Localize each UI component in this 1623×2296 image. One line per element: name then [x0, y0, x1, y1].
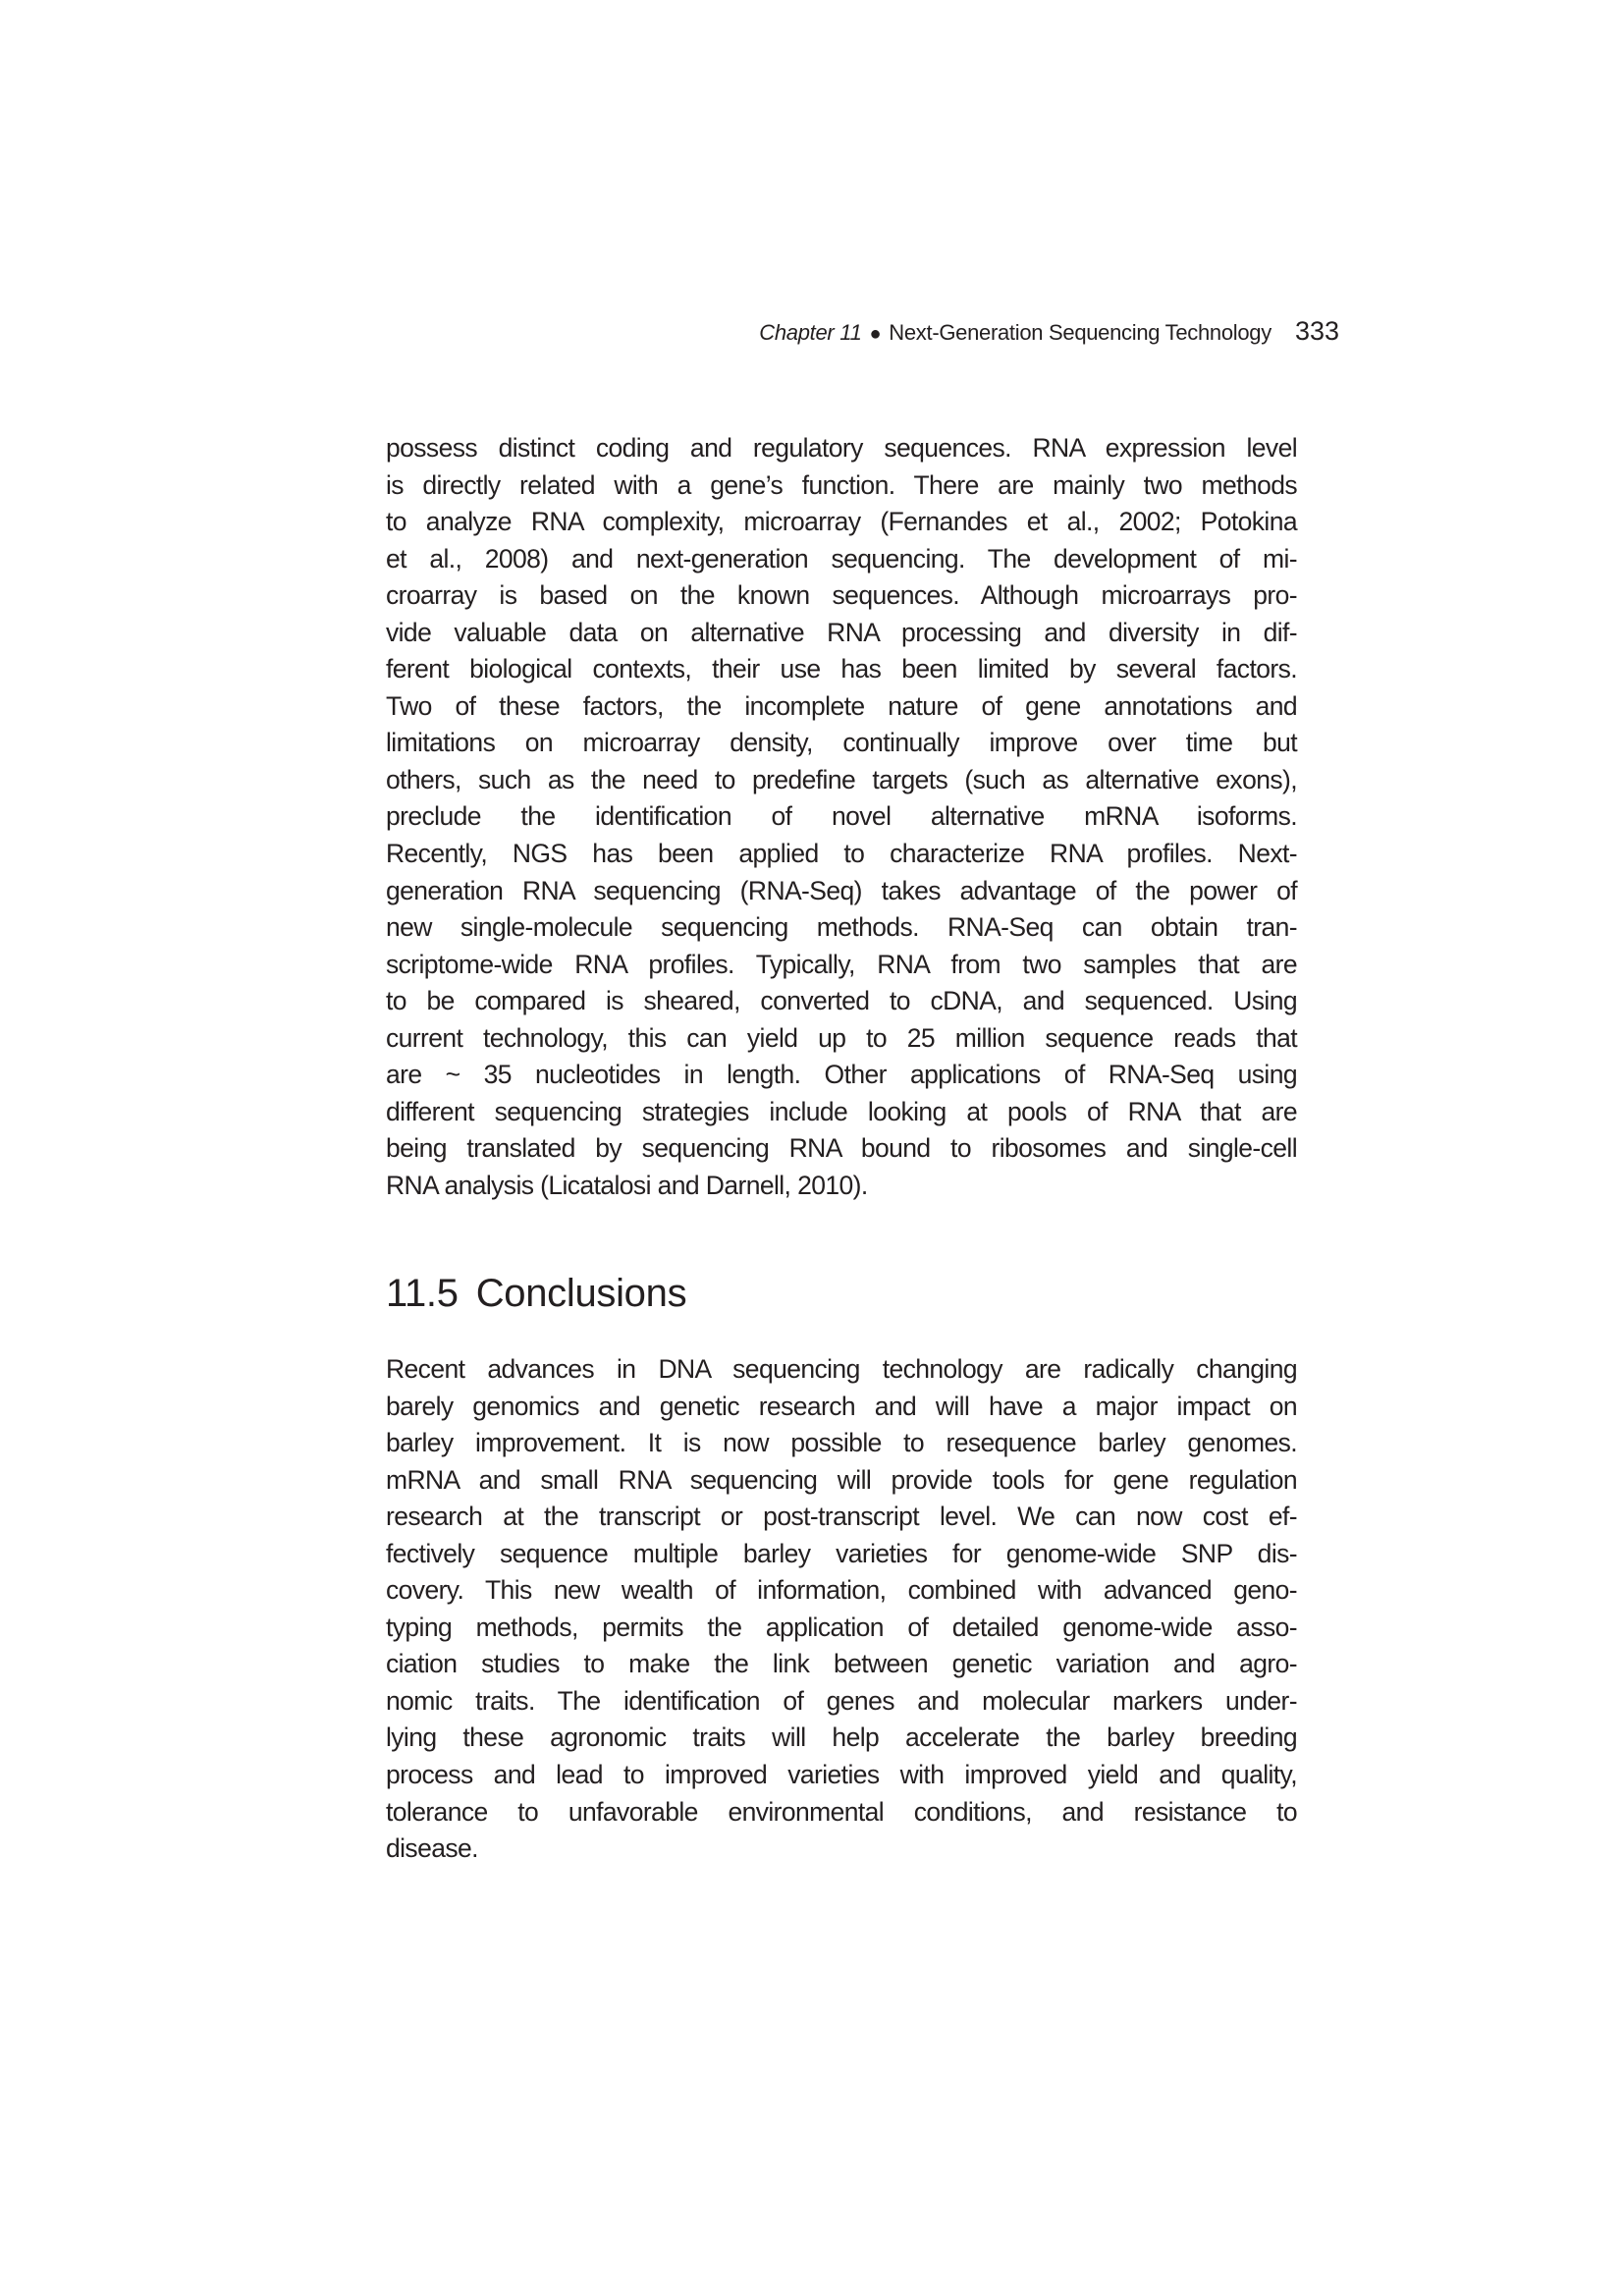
text-line: generation RNA sequencing (RNA-Seq) takes advantage of the power of [386, 875, 1297, 905]
bullet-icon: ● [869, 323, 882, 345]
page-number: 333 [1294, 316, 1339, 346]
text-line: barley improvement. It is now possible to resequence barley genomes. [386, 1428, 1297, 1458]
paragraph-conclusions [386, 1351, 1297, 1868]
text-line: lying these agronomic traits will help accelerate the barley breeding [386, 1722, 1297, 1753]
text-line: is directly related with a gene’s function. There are mainly two methods [386, 469, 1297, 500]
text-line: barely genomics and genetic research and will have a major impact on [386, 1391, 1297, 1421]
text-line: being translated by sequencing RNA bound to ribosomes and single-cell [386, 1133, 1297, 1164]
text-line: others, such as the need to predefine targets (such as alternative exons), [386, 764, 1297, 794]
running-head [687, 316, 1339, 352]
text-line: RNA analysis (Licatalosi and Darnell, 2010). [386, 1170, 868, 1200]
text-line: limitations on microarray density, continually improve over time but [386, 728, 1297, 758]
text-line: are ~ 35 nucleotides in length. Other applications of RNA-Seq using [386, 1060, 1297, 1090]
text-line: covery. This new wealth of information, combined with advanced geno- [386, 1575, 1297, 1606]
text-line: et al., 2008) and next-generation sequencing. The development of mi- [386, 543, 1297, 574]
text-line: current technology, this can yield up to 25 million sequence reads that [386, 1022, 1297, 1053]
text-line: process and lead to improved varieties with improved yield and quality, [386, 1760, 1297, 1790]
text-line: new single-molecule sequencing methods. RNA-Seq can obtain tran- [386, 912, 1297, 943]
text-line: nomic traits. The identification of genes and molecular markers under- [386, 1685, 1297, 1716]
text-line: Recent advances in DNA sequencing technology are radically changing [386, 1354, 1297, 1384]
text-line: vide valuable data on alternative RNA processing and diversity in dif- [386, 617, 1297, 647]
section-number: 11.5 [386, 1272, 459, 1315]
text-line: scriptome-wide RNA profiles. Typically, RNA from two samples that are [386, 949, 1297, 979]
text-line: research at the transcript or post-transcript level. We can now cost ef- [386, 1502, 1297, 1532]
text-line: mRNA and small RNA sequencing will provide tools for gene regulation [386, 1464, 1297, 1495]
section-title: Conclusions [475, 1272, 687, 1315]
text-line: possess distinct coding and regulatory sequences. RNA expression level [386, 433, 1297, 463]
text-line: Two of these factors, the incomplete nature of gene annotations and [386, 690, 1297, 721]
running-head-title: Next-Generation Sequencing Technology [889, 320, 1271, 345]
text-line: to analyze RNA complexity, microarray (Fernandes et al., 2002; Potokina [386, 507, 1297, 537]
text-line: disease. [386, 1833, 478, 1864]
text-line: ferent biological contexts, their use has been limited by several factors. [386, 654, 1297, 684]
text-line: fectively sequence multiple barley varieties for genome-wide SNP dis- [386, 1538, 1297, 1568]
paragraph-rna-seq [386, 430, 1297, 1204]
text-line: tolerance to unfavorable environmental conditions, and resistance to [386, 1796, 1297, 1827]
text-line: Recently, NGS has been applied to characterize RNA profiles. Next- [386, 839, 1297, 869]
text-line: croarray is based on the known sequences. Although microarrays pro- [386, 580, 1297, 611]
running-head-chapter: Chapter 11 [759, 320, 862, 345]
text-line: ciation studies to make the link between genetic variation and agro- [386, 1649, 1297, 1679]
text-line: typing methods, permits the application of detailed genome-wide asso- [386, 1612, 1297, 1642]
text-line: preclude the identification of novel alternative mRNA isoforms. [386, 801, 1297, 832]
text-line: different sequencing strategies include looking at pools of RNA that are [386, 1096, 1297, 1126]
section-heading [386, 1269, 686, 1318]
text-line: to be compared is sheared, converted to cDNA, and sequenced. Using [386, 986, 1297, 1016]
